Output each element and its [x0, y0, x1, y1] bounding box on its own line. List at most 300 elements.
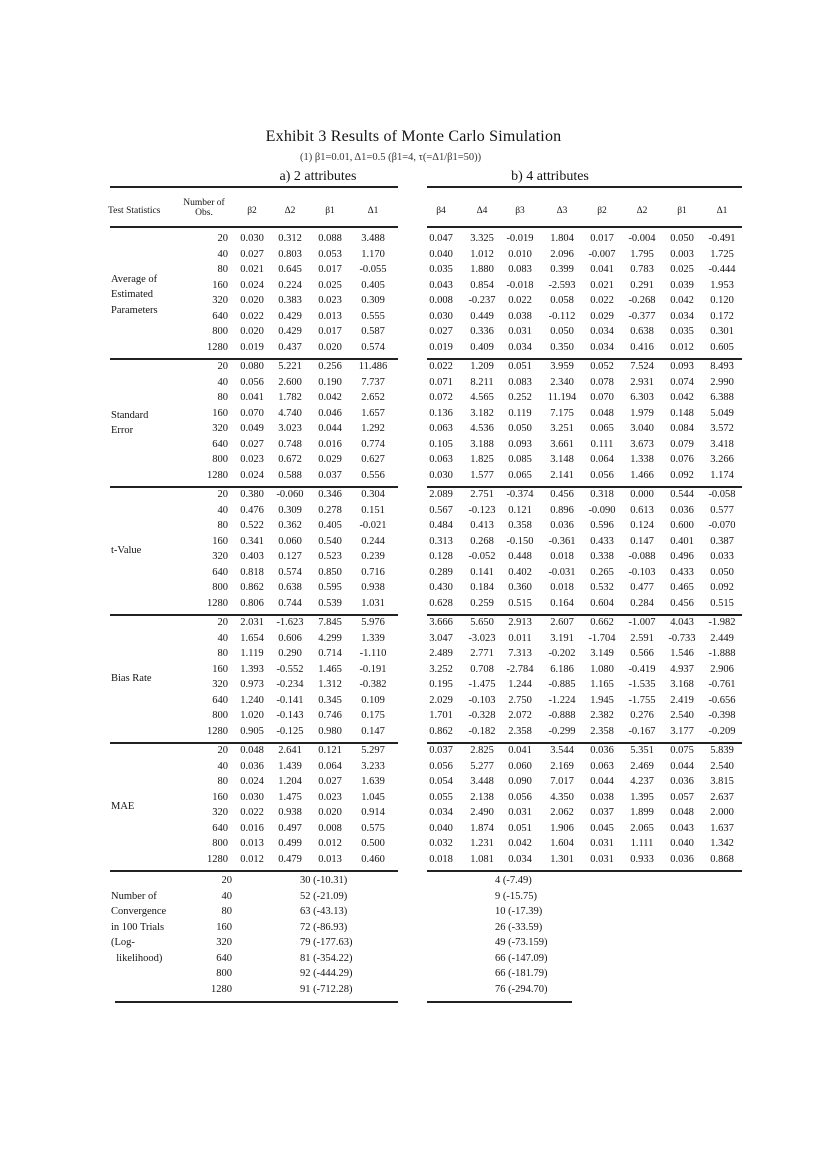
table-cell: 0.036 — [670, 853, 694, 865]
table-cell: 0.092 — [710, 582, 734, 593]
table-cell: 6.186 — [550, 663, 574, 675]
table-cell: 1.654 — [240, 632, 264, 644]
table-cell: 0.429 — [278, 326, 302, 337]
stat-label: (Log- — [111, 937, 135, 948]
convergence-b: 76 (-294.70) — [495, 983, 548, 995]
table-cell: 0.449 — [470, 310, 494, 322]
table-cell: -0.060 — [276, 489, 304, 500]
table-cell: -0.377 — [628, 310, 656, 322]
header-b-4: β2 — [597, 206, 607, 216]
section-a-label: a) 2 attributes — [279, 169, 357, 184]
table-cell: 11.486 — [358, 361, 388, 372]
table-cell: 0.056 — [429, 760, 453, 772]
table-cell: 0.259 — [470, 597, 494, 609]
table-cell: 0.040 — [429, 822, 453, 834]
table-cell: 0.035 — [429, 264, 453, 275]
table-cell: 0.499 — [278, 838, 302, 849]
table-cell: -0.052 — [468, 551, 496, 562]
table-row-nobs: 640 — [212, 566, 228, 578]
table-cell: 0.017 — [318, 326, 342, 337]
table-cell: 0.540 — [318, 535, 342, 547]
header-top-rule-a — [110, 186, 398, 188]
table-cell: 0.017 — [318, 264, 342, 275]
table-cell: 5.650 — [470, 617, 494, 628]
table-cell: 0.044 — [590, 776, 614, 787]
table-cell: -1.982 — [708, 617, 736, 628]
table-cell: 1.020 — [240, 710, 264, 721]
table-cell: 0.147 — [630, 535, 654, 547]
table-cell: -0.888 — [548, 710, 576, 721]
table-cell: -3.023 — [468, 632, 496, 644]
table-cell: 0.037 — [429, 745, 453, 756]
table-cell: 1.395 — [630, 791, 654, 803]
table-cell: 0.127 — [278, 551, 302, 562]
table-cell: 0.039 — [670, 279, 694, 291]
table-cell: 1.338 — [630, 454, 654, 465]
table-cell: 0.000 — [630, 489, 654, 500]
table-row-nobs: 1280 — [207, 725, 228, 737]
table-cell: 0.024 — [240, 469, 264, 481]
table-row-nobs: 160 — [212, 791, 228, 803]
table-cell: 2.096 — [550, 248, 574, 260]
table-cell: -0.103 — [468, 694, 496, 706]
table-cell: 0.022 — [240, 310, 264, 322]
table-cell: 0.313 — [429, 535, 453, 547]
convergence-a: 79 (-177.63) — [300, 937, 353, 948]
table-cell: 2.540 — [710, 760, 734, 772]
table-cell: -1.623 — [276, 617, 304, 628]
table-cell: 0.031 — [508, 807, 532, 818]
table-cell: 0.084 — [670, 423, 694, 434]
table-cell: 0.041 — [508, 745, 532, 756]
table-cell: 0.403 — [240, 551, 264, 562]
table-cell: 0.973 — [240, 679, 264, 690]
table-cell: 0.409 — [470, 341, 494, 353]
table-cell: -0.019 — [506, 233, 534, 244]
table-cell: 0.065 — [590, 423, 614, 434]
stat-label: Standard — [111, 409, 149, 421]
table-cell: 0.022 — [240, 807, 264, 818]
table-cell: 0.088 — [318, 233, 342, 244]
table-cell: 0.013 — [240, 838, 264, 849]
table-cell: -0.125 — [276, 725, 304, 737]
table-cell: 4.043 — [670, 617, 694, 628]
table-cell: 0.172 — [710, 310, 734, 322]
table-row-nobs: 80 — [217, 264, 228, 275]
table-row-nobs: 20 — [217, 617, 228, 628]
table-cell: -0.733 — [668, 632, 696, 644]
table-cell: 0.070 — [240, 407, 264, 419]
table-row-nobs: 20 — [217, 361, 228, 372]
table-cell: 0.036 — [670, 776, 694, 787]
table-cell: 0.136 — [429, 407, 453, 419]
table-row-nobs: 800 — [212, 838, 228, 849]
section-b-label: b) 4 attributes — [511, 169, 589, 184]
table-cell: 0.803 — [278, 248, 302, 260]
table-cell: 2.382 — [590, 710, 614, 721]
table-cell: 0.556 — [361, 469, 385, 481]
table-cell: 0.268 — [470, 535, 494, 547]
table-cell: 0.049 — [240, 423, 264, 434]
table-cell: 0.748 — [278, 438, 302, 450]
table-cell: 0.190 — [318, 376, 342, 388]
table-cell: -0.209 — [708, 725, 736, 737]
table-cell: 0.627 — [361, 454, 385, 465]
table-cell: 1.012 — [470, 248, 494, 260]
table-cell: 0.588 — [278, 469, 302, 481]
table-cell: 0.456 — [670, 597, 694, 609]
table-cell: 2.072 — [508, 710, 532, 721]
table-cell: 0.309 — [278, 504, 302, 516]
table-cell: 3.148 — [550, 454, 574, 465]
header-a-0: β2 — [247, 206, 257, 216]
table-cell: 0.465 — [670, 582, 694, 593]
table-cell: 0.437 — [278, 341, 302, 353]
table-cell: 0.239 — [361, 551, 385, 562]
table-cell: 0.522 — [240, 520, 264, 531]
header-b-6: β1 — [677, 206, 687, 216]
convergence-b: 26 (-33.59) — [495, 921, 543, 933]
convergence-b: 49 (-73.159) — [495, 937, 548, 948]
table-cell: 0.027 — [240, 438, 264, 450]
table-cell: 0.350 — [550, 341, 574, 353]
table-cell: 0.052 — [590, 361, 614, 372]
table-cell: 6.303 — [630, 392, 654, 403]
table-cell: 3.666 — [429, 617, 453, 628]
table-cell: -0.055 — [359, 264, 387, 275]
table-cell: -0.361 — [548, 535, 576, 547]
header-a-3: Δ1 — [367, 206, 379, 216]
table-cell: 0.042 — [670, 295, 694, 306]
header-bottom-rule-b — [427, 226, 742, 228]
convergence-b: 66 (-147.09) — [495, 952, 548, 964]
table-row-nobs: 80 — [217, 648, 228, 659]
table-cell: 0.041 — [590, 264, 614, 275]
table-row-nobs: 1280 — [211, 983, 232, 995]
table-cell: 0.056 — [240, 376, 264, 388]
table-cell: 0.567 — [429, 504, 453, 516]
table-cell: 4.937 — [670, 663, 694, 675]
table-cell: 0.024 — [240, 279, 264, 291]
table-cell: 0.053 — [318, 248, 342, 260]
table-cell: 0.380 — [240, 489, 264, 500]
table-cell: 0.020 — [240, 295, 264, 306]
table-cell: 2.138 — [470, 791, 494, 803]
table-cell: 0.433 — [590, 535, 614, 547]
table-cell: 0.716 — [361, 566, 385, 578]
table-cell: 1.466 — [630, 469, 654, 481]
table-cell: 0.011 — [508, 632, 532, 644]
table-cell: 1.204 — [278, 776, 302, 787]
table-cell: 5.297 — [361, 745, 385, 756]
table-cell: 0.175 — [361, 710, 385, 721]
block-rule-a — [110, 870, 398, 872]
table-cell: 0.019 — [240, 341, 264, 353]
table-row-nobs: 40 — [221, 890, 232, 902]
table-cell: 3.488 — [361, 233, 385, 244]
table-cell: 2.751 — [470, 489, 494, 500]
table-cell: 1.393 — [240, 663, 264, 675]
table-cell: -0.021 — [359, 520, 387, 531]
table-cell: 1.979 — [630, 407, 654, 419]
table-cell: 0.025 — [670, 264, 694, 275]
table-cell: 0.613 — [630, 504, 654, 516]
table-cell: 0.023 — [318, 791, 342, 803]
table-cell: 0.064 — [590, 454, 614, 465]
table-cell: 0.111 — [590, 438, 614, 450]
table-cell: 0.072 — [429, 392, 453, 403]
table-cell: 0.033 — [710, 551, 734, 562]
block-rule-b — [427, 870, 742, 872]
table-cell: 0.012 — [670, 341, 694, 353]
table-cell: 0.416 — [630, 341, 654, 353]
table-cell: 0.060 — [278, 535, 302, 547]
table-cell: 0.056 — [508, 791, 532, 803]
table-cell: 0.244 — [361, 535, 385, 547]
table-cell: -0.761 — [708, 679, 736, 690]
table-cell: 0.141 — [470, 566, 494, 578]
stat-label: Estimated — [111, 289, 153, 301]
table-cell: 0.318 — [590, 489, 614, 500]
table-cell: 5.351 — [630, 745, 654, 756]
table-cell: 7.737 — [361, 376, 385, 388]
table-cell: 0.151 — [361, 504, 385, 516]
table-cell: 0.405 — [318, 520, 342, 531]
table-cell: 0.914 — [361, 807, 385, 818]
table-cell: -0.103 — [628, 566, 656, 578]
table-cell: 0.030 — [240, 791, 264, 803]
table-cell: 0.744 — [278, 597, 302, 609]
table-cell: 0.606 — [278, 632, 302, 644]
table-cell: 0.055 — [429, 791, 453, 803]
table-cell: 0.456 — [550, 489, 574, 500]
table-cell: 0.034 — [590, 326, 614, 337]
table-cell: 0.043 — [670, 822, 694, 834]
table-cell: 0.638 — [630, 326, 654, 337]
table-bottom-rule-a — [115, 1001, 398, 1003]
table-cell: 4.237 — [630, 776, 654, 787]
table-cell: 1.725 — [710, 248, 734, 260]
table-cell: -0.090 — [588, 504, 616, 516]
table-cell: 0.336 — [470, 326, 494, 337]
table-cell: 2.931 — [630, 376, 654, 388]
table-cell: 0.476 — [240, 504, 264, 516]
table-cell: 1.209 — [470, 361, 494, 372]
table-cell: -0.268 — [628, 295, 656, 306]
table-cell: 0.025 — [318, 279, 342, 291]
table-cell: 0.063 — [429, 423, 453, 434]
table-cell: 0.708 — [470, 663, 494, 675]
block-rule-a — [110, 358, 398, 360]
table-cell: 2.490 — [470, 807, 494, 818]
table-cell: 2.031 — [240, 617, 264, 628]
table-cell: -0.656 — [708, 694, 736, 706]
exhibit-title: Exhibit 3 Results of Monte Carlo Simulation — [265, 128, 562, 145]
table-cell: 0.008 — [318, 822, 342, 834]
table-cell: 1.231 — [470, 838, 494, 849]
table-cell: 0.980 — [318, 725, 342, 737]
table-cell: 1.240 — [240, 694, 264, 706]
table-cell: 2.358 — [590, 725, 614, 737]
stat-label: Convergence — [111, 906, 167, 917]
convergence-a: 72 (-86.93) — [300, 921, 348, 933]
stat-label: Error — [111, 425, 134, 436]
table-cell: 0.818 — [240, 566, 264, 578]
table-cell: 0.022 — [429, 361, 453, 372]
table-cell: 2.141 — [550, 469, 574, 481]
table-cell: 0.105 — [429, 438, 453, 450]
table-cell: 3.233 — [361, 760, 385, 772]
table-cell: 5.277 — [470, 760, 494, 772]
table-cell: 0.042 — [318, 392, 342, 403]
table-cell: 4.299 — [318, 632, 342, 644]
table-cell: 0.905 — [240, 725, 264, 737]
table-cell: 0.854 — [470, 279, 494, 291]
table-row-nobs: 320 — [212, 807, 228, 818]
table-row-nobs: 80 — [217, 392, 228, 403]
table-cell: 0.577 — [710, 504, 734, 516]
table-cell: 0.515 — [710, 597, 734, 609]
table-cell: 0.265 — [590, 566, 614, 578]
table-cell: 1.906 — [550, 822, 574, 834]
table-row-nobs: 160 — [212, 535, 228, 547]
table-cell: 5.976 — [361, 617, 385, 628]
table-cell: 0.252 — [508, 392, 532, 403]
header-top-rule-b — [427, 186, 742, 188]
table-cell: 0.341 — [240, 535, 264, 547]
table-cell: -0.419 — [628, 663, 656, 675]
table-cell: 0.023 — [240, 454, 264, 465]
table-cell: 0.497 — [278, 822, 302, 834]
table-cell: 0.124 — [630, 520, 654, 531]
table-cell: 0.050 — [508, 423, 532, 434]
table-cell: 0.022 — [590, 295, 614, 306]
table-cell: 0.092 — [670, 469, 694, 481]
table-row-nobs: 320 — [212, 679, 228, 690]
table-cell: 0.040 — [429, 248, 453, 260]
stat-label: Number of — [111, 890, 157, 902]
table-cell: 0.515 — [508, 597, 532, 609]
table-cell: 0.060 — [508, 760, 532, 772]
table-cell: 0.029 — [318, 454, 342, 465]
table-row-nobs: 320 — [216, 937, 232, 948]
table-cell: 2.913 — [508, 617, 532, 628]
table-cell: 1.301 — [550, 853, 574, 865]
table-cell: -0.202 — [548, 648, 576, 659]
table-cell: 0.575 — [361, 822, 385, 834]
table-cell: 0.020 — [318, 341, 342, 353]
header-b-7: Δ1 — [716, 206, 728, 216]
table-cell: 1.031 — [361, 597, 385, 609]
table-cell: 0.017 — [590, 233, 614, 244]
table-cell: 0.020 — [318, 807, 342, 818]
header-number-obs: Number of Obs. — [183, 198, 225, 218]
table-cell: 0.938 — [361, 582, 385, 593]
table-cell: 1.945 — [590, 694, 614, 706]
table-cell: 0.010 — [508, 248, 532, 260]
table-cell: -1.110 — [359, 648, 387, 659]
table-cell: 7.524 — [630, 361, 654, 372]
table-cell: 0.301 — [710, 326, 734, 337]
table-cell: 4.350 — [550, 791, 574, 803]
table-cell: 0.085 — [508, 454, 532, 465]
table-cell: 0.063 — [590, 760, 614, 772]
table-cell: -1.704 — [588, 632, 616, 644]
table-cell: 3.544 — [550, 745, 574, 756]
table-cell: -2.593 — [548, 279, 576, 291]
table-cell: 2.089 — [429, 489, 453, 500]
table-cell: 0.044 — [670, 760, 694, 772]
table-cell: -0.018 — [506, 279, 534, 291]
table-cell: -0.398 — [708, 710, 736, 721]
table-cell: 0.362 — [278, 520, 302, 531]
table-cell: 0.080 — [240, 361, 264, 372]
table-cell: 0.071 — [429, 376, 453, 388]
table-cell: 0.030 — [429, 310, 453, 322]
table-cell: -0.491 — [708, 233, 736, 244]
table-cell: 0.031 — [590, 838, 614, 849]
table-cell: 0.050 — [550, 326, 574, 337]
table-cell: 0.429 — [278, 310, 302, 322]
table-cell: 0.148 — [670, 407, 694, 419]
table-row-nobs: 320 — [212, 551, 228, 562]
table-row-nobs: 800 — [212, 326, 228, 337]
table-cell: 0.596 — [590, 520, 614, 531]
table-cell: 0.013 — [318, 853, 342, 865]
convergence-a: 91 (-712.28) — [300, 983, 353, 995]
convergence-b: 9 (-15.75) — [495, 890, 537, 902]
table-cell: 0.638 — [278, 582, 302, 593]
table-cell: 0.083 — [508, 264, 532, 275]
table-cell: 0.566 — [630, 648, 654, 659]
table-cell: 1.080 — [590, 663, 614, 675]
table-cell: 0.054 — [429, 776, 453, 787]
table-cell: 0.195 — [429, 679, 453, 690]
table-cell: -0.143 — [276, 710, 304, 721]
table-cell: 0.147 — [361, 725, 385, 737]
table-cell: 0.076 — [670, 454, 694, 465]
table-cell: -0.444 — [708, 264, 736, 275]
table-row-nobs: 1280 — [207, 853, 228, 865]
table-cell: 1.577 — [470, 469, 494, 481]
table-row-nobs: 40 — [217, 248, 228, 260]
table-row-nobs: 40 — [217, 376, 228, 388]
table-cell: 1.465 — [318, 663, 342, 675]
table-cell: 0.290 — [278, 648, 302, 659]
header-bottom-rule-a — [110, 226, 398, 228]
table-cell: -0.237 — [468, 295, 496, 306]
table-cell: 1.899 — [630, 807, 654, 818]
table-cell: 3.673 — [630, 438, 654, 450]
table-cell: 0.036 — [590, 745, 614, 756]
table-cell: 0.896 — [550, 504, 574, 516]
table-cell: 0.027 — [429, 326, 453, 337]
table-cell: 0.083 — [508, 376, 532, 388]
table-cell: 1.244 — [508, 679, 532, 690]
table-cell: 0.074 — [670, 376, 694, 388]
table-cell: 0.401 — [670, 535, 694, 547]
table-cell: 0.018 — [429, 853, 453, 865]
table-cell: 0.021 — [240, 264, 264, 275]
table-cell: 1.170 — [361, 248, 385, 260]
convergence-a: 81 (-354.22) — [300, 952, 353, 964]
table-cell: -0.328 — [468, 710, 496, 721]
table-cell: 0.862 — [240, 582, 264, 593]
table-cell: -0.088 — [628, 551, 656, 562]
table-cell: 0.783 — [630, 264, 654, 275]
table-cell: 0.029 — [590, 310, 614, 322]
table-row-nobs: 20 — [217, 489, 228, 500]
